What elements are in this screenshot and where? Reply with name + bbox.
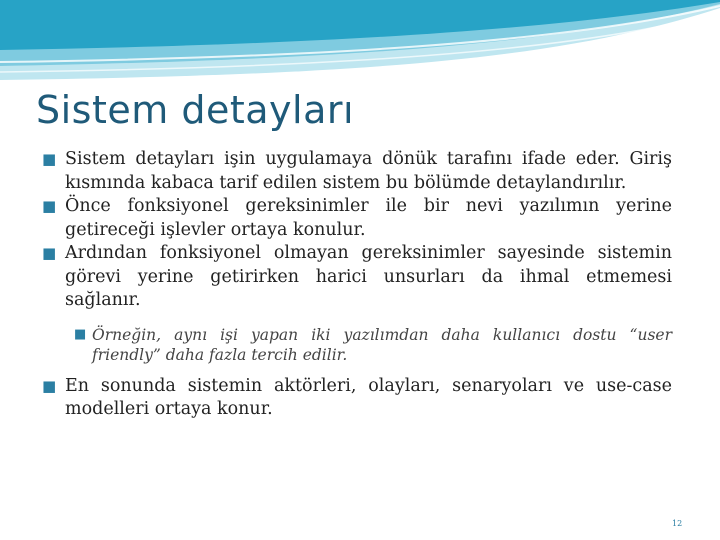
sub-bullet-icon: ■ bbox=[74, 326, 87, 342]
bullet-text: Önce fonksiyonel gereksinimler ile bir nevi yazılımın yerine getireceği işlevler ortaya konulur. bbox=[65, 196, 672, 240]
bullet-item bbox=[40, 375, 672, 422]
bullet-icon: ■ bbox=[42, 376, 57, 395]
bullet-text: Ardından fonksiyonel olmayan gereksinimler sayesinde sistemin görevi yerine getirirken harici unsurları da ihmal etmemesi sağlanır. bbox=[65, 243, 672, 310]
decorative-wave-banner bbox=[0, 0, 720, 90]
bullet-text: En sonunda sistemin aktörleri, olayları, senaryoları ve use-case modelleri ortaya konur. bbox=[65, 375, 672, 419]
slide-title: Sistem detayları bbox=[36, 88, 355, 132]
bullet-icon: ■ bbox=[42, 244, 57, 262]
bullet-text: Sistem detayları işin uygulamaya dönük tarafını ifade eder. Giriş kısmında kabaca tarif edilen sistem bu bölümde detaylandırılır. bbox=[65, 149, 672, 193]
bullet-icon: ■ bbox=[42, 150, 57, 168]
bullet-item bbox=[40, 148, 672, 195]
bullet-item bbox=[40, 195, 672, 242]
bullet-icon: ■ bbox=[42, 197, 57, 215]
sub-bullet-text: Örneğin, aynı işi yapan iki yazılımdan daha kullanıcı dostu “user friendly” daha fazla tercih edilir. bbox=[92, 325, 672, 364]
page-number: 12 bbox=[672, 519, 683, 528]
bullet-item bbox=[40, 242, 672, 313]
slide-body bbox=[40, 148, 672, 422]
sub-bullet-item bbox=[40, 325, 672, 365]
